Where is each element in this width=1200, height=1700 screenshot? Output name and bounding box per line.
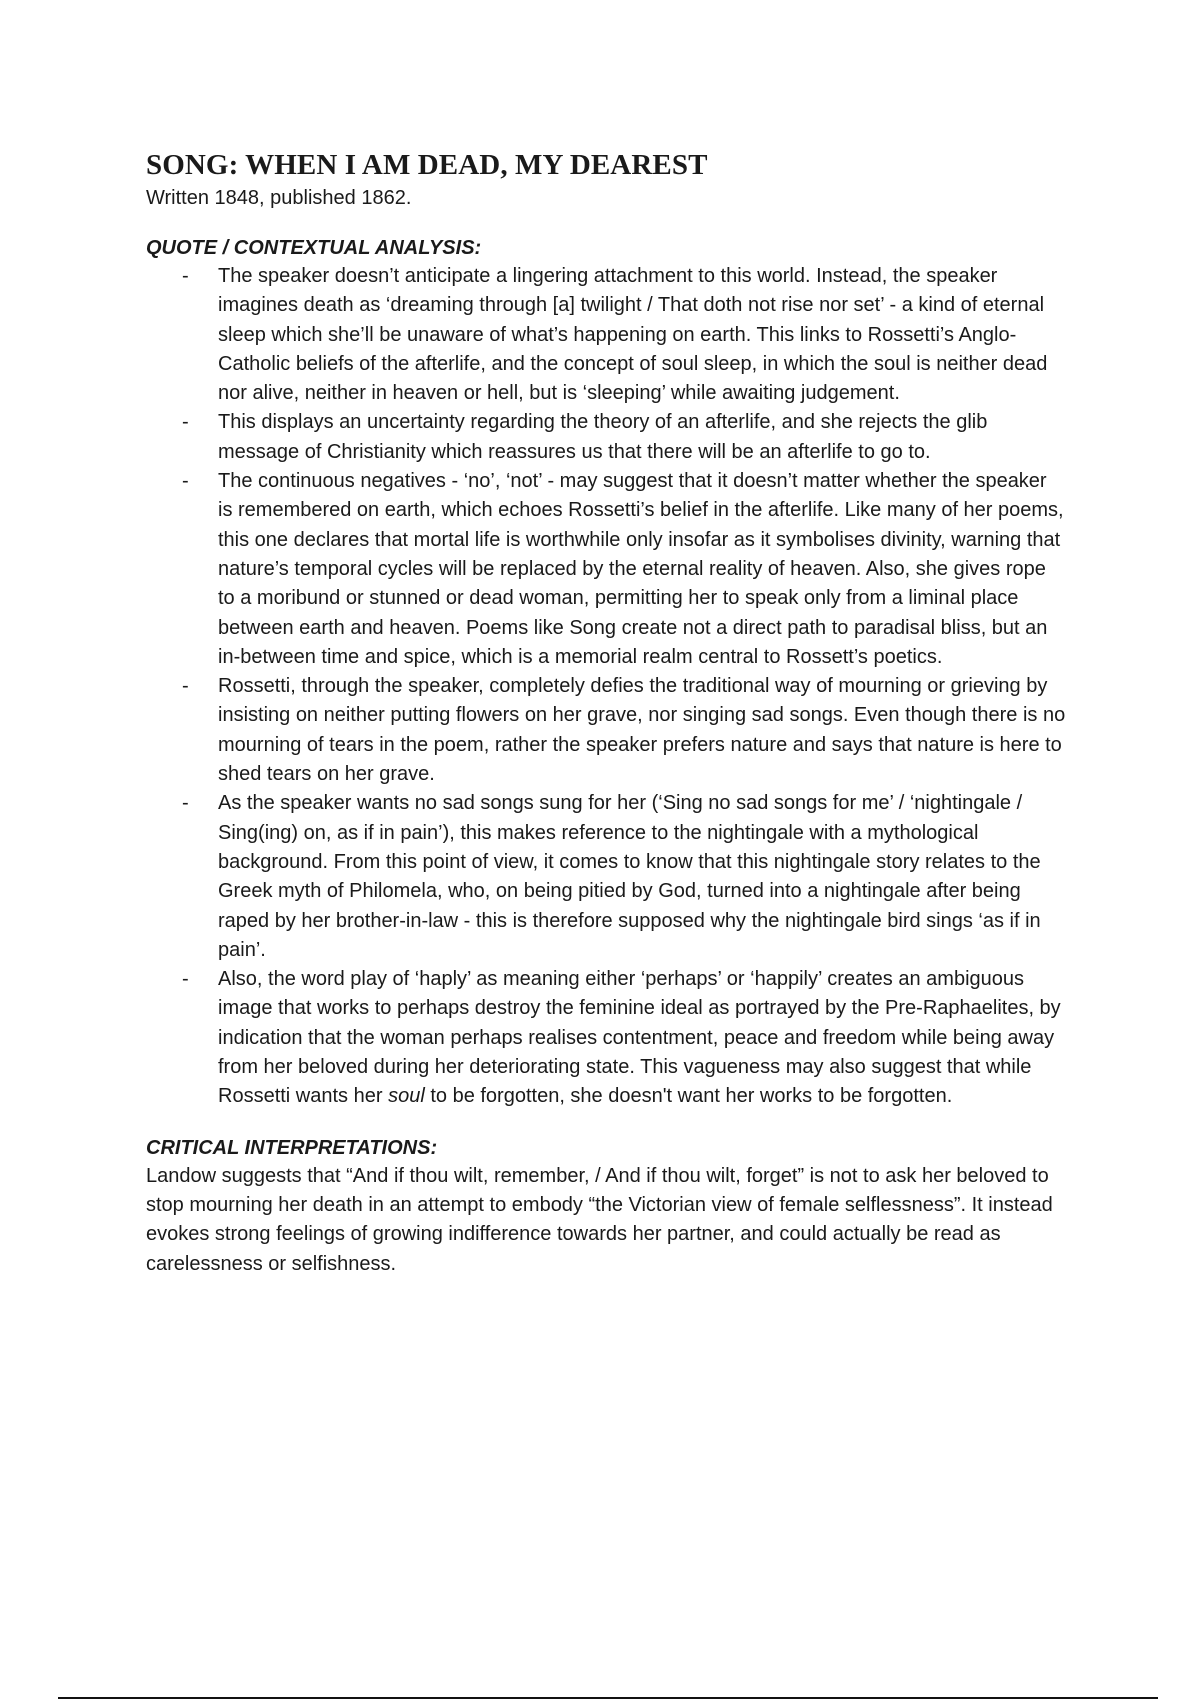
analysis-item-emphasis: soul: [388, 1085, 425, 1108]
page-bottom-rule: [58, 1697, 1158, 1699]
analysis-heading: QUOTE / CONTEXTUAL ANALYSIS:: [146, 237, 482, 259]
document-subtitle: Written 1848, published 1862.: [146, 187, 412, 209]
bullet-marker: -: [182, 675, 189, 698]
analysis-item-text: Rossetti, through the speaker, completely defies the traditional way of mourning or grieving by insisting on neither putting flowers on her grave, nor singing sad songs. Even though there is no mourning of tears in the poem, rather the speaker prefers nature and says that nature is here to shed tears on her grave.: [218, 675, 1066, 786]
analysis-item-text: The speaker doesn’t anticipate a lingering attachment to this world. Instead, the speaker imagines death as ‘dreaming through [a] twilight / That doth not rise nor set’ - a kind of eternal sleep which she’ll be unaware of what’s happening on earth. This links to Rossetti’s Anglo-Catholic beliefs of the afterlife, and the concept of soul sleep, in which the soul is neither dead nor alive, neither in heaven or hell, but is ‘sleeping’ while awaiting judgement.: [218, 265, 1048, 405]
bullet-marker: -: [182, 470, 189, 493]
analysis-item: [146, 408, 1066, 467]
analysis-item: [146, 467, 1066, 672]
analysis-item-text: This displays an uncertainty regarding the theory of an afterlife, and she rejects the glib message of Christianity which reassures us that there will be an afterlife to go to.: [218, 411, 988, 463]
analysis-item: [146, 965, 1066, 1111]
analysis-item: [146, 672, 1066, 789]
analysis-item-text-end: to be forgotten, she doesn't want her works to be forgotten.: [424, 1085, 953, 1108]
document-title: SONG: WHEN I AM DEAD, MY DEAREST: [146, 149, 708, 181]
bullet-marker: -: [182, 411, 189, 434]
document-page: [146, 148, 1066, 1279]
analysis-list: [146, 262, 1066, 1112]
bullet-marker: -: [182, 265, 189, 287]
critical-heading: CRITICAL INTERPRETATIONS:: [146, 1136, 438, 1159]
analysis-item-text: The continuous negatives - ‘no’, ‘not’ - may suggest that it doesn’t matter whether the speaker is remembered on earth, which echoes Rossetti’s belief in the afterlife. Like many of her poems, this one declares that mortal life is worthwhile only insofar as it symbolises divinity, warning that nature’s temporal cycles will be replaced by the eternal reality of heaven. Also, she gives rope to a moribund or stunned or dead woman, permitting her to speak only from a liminal place between earth and heaven. Poems like Song create not a direct path to paradisal bliss, but an in-between time and spice, which is a memorial realm central to Rossett’s poetics.: [218, 470, 1064, 668]
analysis-item: [146, 789, 1066, 965]
analysis-item: [146, 262, 1066, 408]
analysis-item-text-start: Also, the word play of ‘haply’ as meaning either ‘perhaps’ or ‘happily’ creates an ambiguous image that works to perhaps destroy the feminine ideal as portrayed by the Pre-Raphaelites, by indication that the woman perhaps realises contentment, peace and freedom while being away from her beloved during her deteriorating state. This vagueness may also suggest that while Rossetti wants her: [218, 968, 1061, 1108]
critical-paragraph: Landow suggests that “And if thou wilt, remember, / And if thou wilt, forget” is not to ask her beloved to stop mourning her death in an attempt to embody “the Victorian view of female selflessness”. It instead evokes strong feelings of growing indifference towards her partner, and could actually be read as carelessness or selfishness.: [146, 1164, 1053, 1275]
analysis-item-text: As the speaker wants no sad songs sung for her (‘Sing no sad songs for me’ / ‘nightingale / Sing(ing) on, as if in pain’), this makes reference to the nightingale with a mythological background. From this point of view, it comes to know that this nightingale story relates to the Greek myth of Philomela, who, on being pitied by God, turned into a nightingale after being raped by her brother-in-law - this is therefore supposed why the nightingale bird sings ‘as if in pain’.: [218, 792, 1041, 961]
bullet-marker: -: [182, 968, 189, 991]
bullet-marker: -: [182, 792, 189, 815]
